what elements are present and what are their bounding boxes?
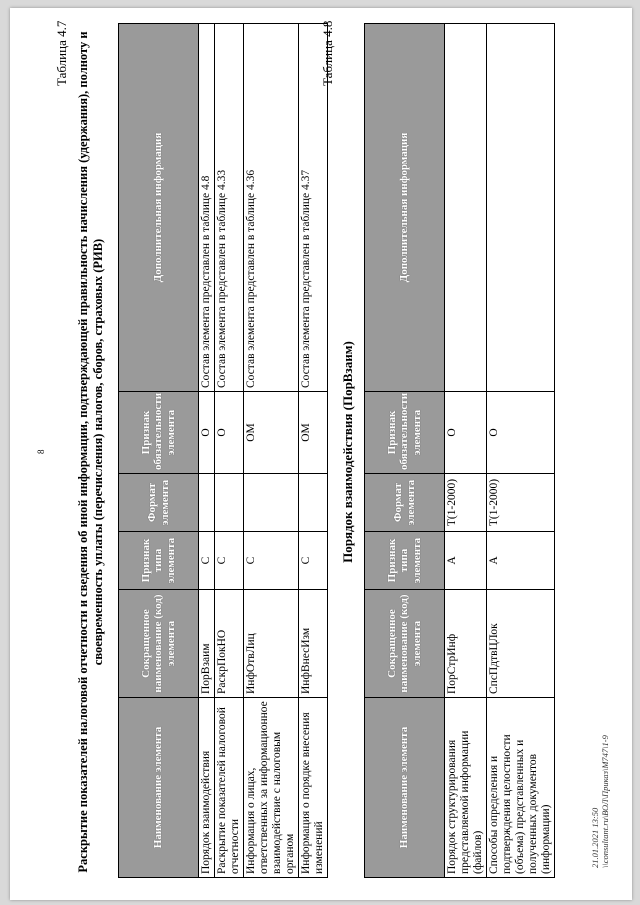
cell-mandatory: ОМ bbox=[244, 392, 299, 474]
cell-code: ИнфВнесИзм bbox=[299, 590, 328, 698]
table-row bbox=[299, 24, 328, 878]
cell-format bbox=[244, 474, 299, 532]
cell-name: Информация о лицах, ответственных за информационное взаимодействие с налоговым органом bbox=[244, 698, 299, 878]
cell-format bbox=[299, 474, 328, 532]
table-row bbox=[244, 24, 299, 878]
table-4-8-label: Таблица 4.8 bbox=[320, 20, 335, 86]
table-row bbox=[445, 24, 487, 878]
cell-info: Состав элемента представлен в таблице 4.33 bbox=[215, 24, 244, 392]
table-4-7 bbox=[118, 23, 328, 878]
table-4-8-title: Порядок взаимодействия (ПорВзаим) bbox=[340, 341, 355, 563]
header-short-code: Сокращенное наименование (код) элемента bbox=[119, 590, 199, 698]
cell-info bbox=[445, 24, 487, 392]
cell-code: ИнфОтвЛиц bbox=[244, 590, 299, 698]
header-format: Формат элемента bbox=[119, 474, 199, 532]
header-additional-info: Дополнительная информация bbox=[119, 24, 199, 392]
cell-format bbox=[199, 474, 215, 532]
cell-code: ПорВзаим bbox=[199, 590, 215, 698]
table-4-7-label: Таблица 4.7 bbox=[54, 20, 69, 86]
cell-mandatory: ОМ bbox=[299, 392, 328, 474]
header-element-name: Наименование элемента bbox=[365, 698, 445, 878]
cell-info: Состав элемента представлен в таблице 4.8 bbox=[199, 24, 215, 392]
cell-name: Информация о порядке внесения изменений bbox=[299, 698, 328, 878]
cell-type: А bbox=[445, 532, 487, 590]
stamp-path: \\consultant.ru\ВОЛ\Приказ\М747\1-9 bbox=[600, 735, 610, 868]
document-page bbox=[10, 8, 632, 900]
cell-info bbox=[487, 24, 555, 392]
cell-code: СпсПдтвЦЛок bbox=[487, 590, 555, 698]
header-type-flag: Признак типа элемента bbox=[119, 532, 199, 590]
cell-code: РаскрПокНО bbox=[215, 590, 244, 698]
cell-info: Состав элемента представлен в таблице 4.37 bbox=[299, 24, 328, 392]
stamp-date: 21.01.2021 13:50 bbox=[590, 807, 600, 868]
cell-code: ПорСтрИнф bbox=[445, 590, 487, 698]
header-mandatory-flag: Признак обязательности элемента bbox=[365, 392, 445, 474]
cell-type: А bbox=[487, 532, 555, 590]
header-short-code: Сокращенное наименование (код) элемента bbox=[365, 590, 445, 698]
cell-type: С bbox=[299, 532, 328, 590]
cell-info: Состав элемента представлен в таблице 4.36 bbox=[244, 24, 299, 392]
table-header-row bbox=[365, 24, 445, 878]
cell-name: Способы определения и подтверждения целостности (объема) представленных и полученных документов (информации) bbox=[487, 698, 555, 878]
table-header-row bbox=[119, 24, 199, 878]
cell-name: Раскрытие показателей налоговой отчетности bbox=[215, 698, 244, 878]
cell-name: Порядок взаимодействия bbox=[199, 698, 215, 878]
cell-mandatory: О bbox=[445, 392, 487, 474]
cell-type: С bbox=[199, 532, 215, 590]
rotated-content bbox=[24, 12, 624, 892]
header-element-name: Наименование элемента bbox=[119, 698, 199, 878]
cell-name: Порядок структурирования представляемой информации (файлов) bbox=[445, 698, 487, 878]
page-number: 8 bbox=[36, 449, 46, 454]
cell-mandatory: О bbox=[487, 392, 555, 474]
print-stamp bbox=[590, 735, 610, 868]
table-row bbox=[487, 24, 555, 878]
cell-mandatory: О bbox=[199, 392, 215, 474]
cell-format: T(1-2000) bbox=[487, 474, 555, 532]
header-format: Формат элемента bbox=[365, 474, 445, 532]
table-4-7-title: Раскрытие показателей налоговой отчетности и сведения об иной информации, подтверждающей правильность начисления (удержания), полноту и своевременность уплаты (перечисления) налогов, сборов, страховых (РИВ) bbox=[76, 31, 105, 873]
cell-mandatory: О bbox=[215, 392, 244, 474]
header-mandatory-flag: Признак обязательности элемента bbox=[119, 392, 199, 474]
cell-type: С bbox=[215, 532, 244, 590]
table-row bbox=[199, 24, 215, 878]
cell-format: T(1-2000) bbox=[445, 474, 487, 532]
header-additional-info: Дополнительная информация bbox=[365, 24, 445, 392]
table-4-8 bbox=[364, 23, 555, 878]
table-row bbox=[215, 24, 244, 878]
cell-type: С bbox=[244, 532, 299, 590]
cell-format bbox=[215, 474, 244, 532]
header-type-flag: Признак типа элемента bbox=[365, 532, 445, 590]
